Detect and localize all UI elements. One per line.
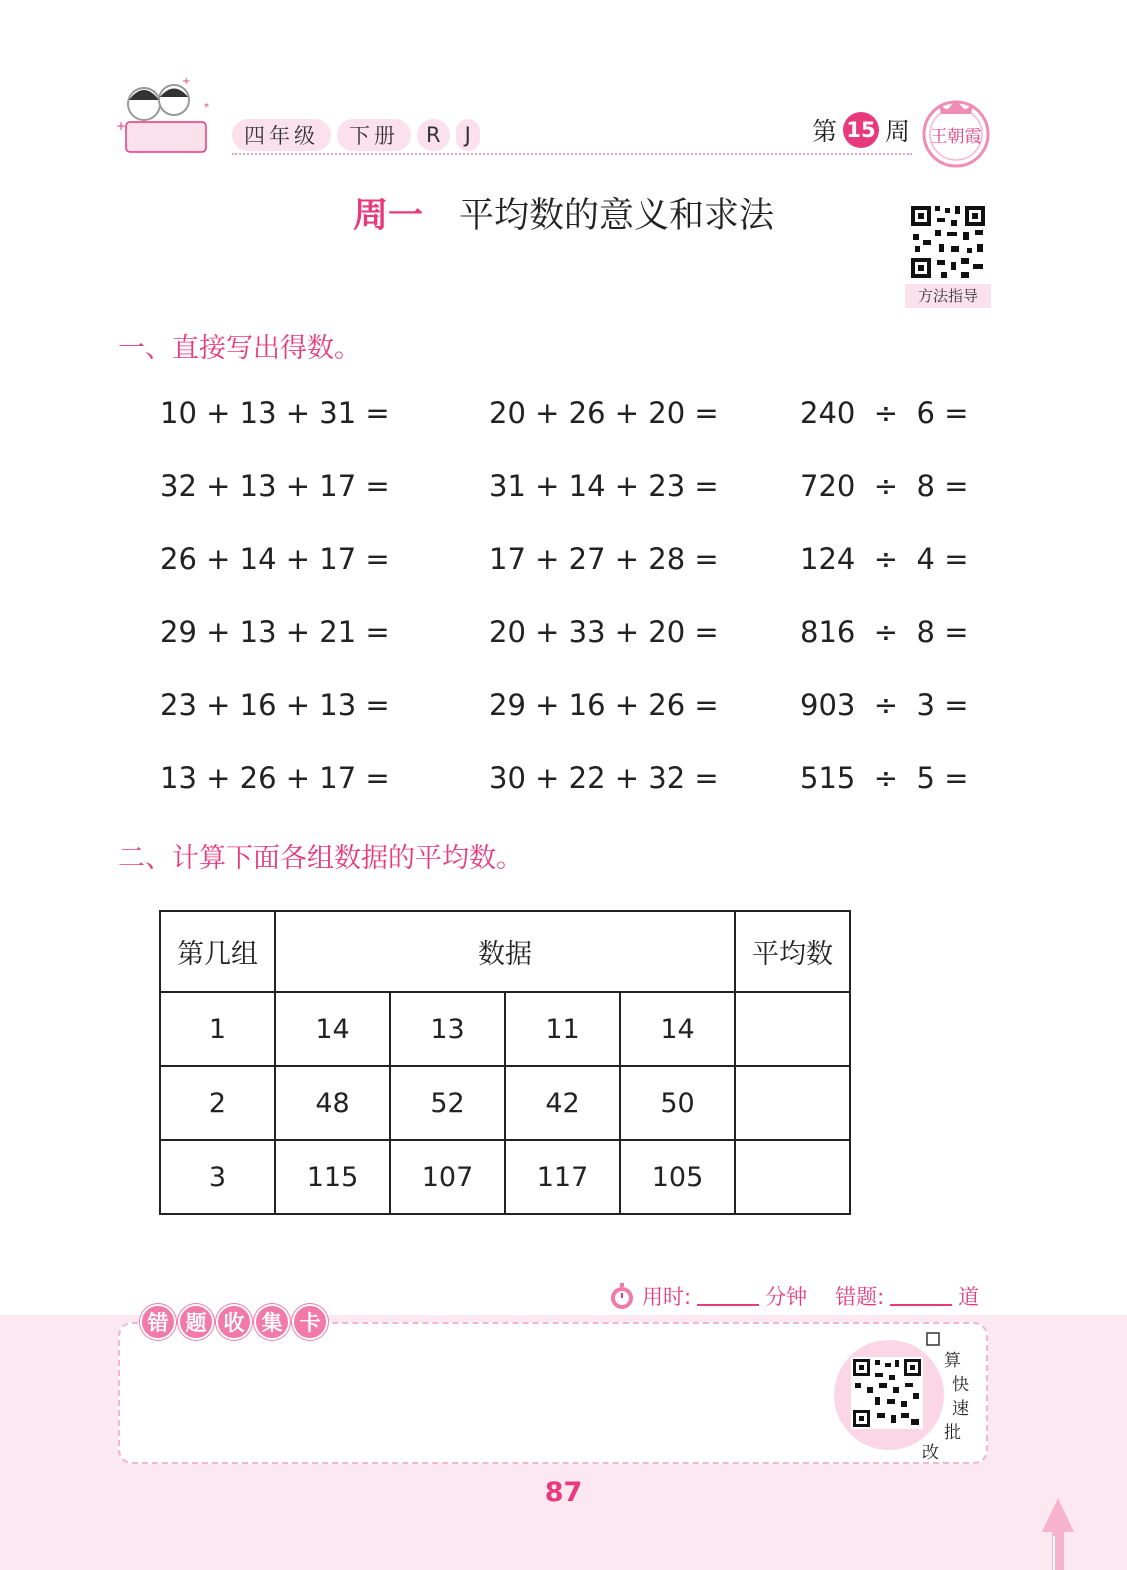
equation: 13 + 26 + 17 =: [160, 761, 390, 795]
section2-title: 二、计算下面各组数据的平均数。: [118, 843, 523, 874]
data-cell: 115: [275, 1140, 390, 1214]
table-row: [160, 992, 850, 1066]
equation: 903 ÷ 3 =: [800, 688, 969, 722]
table-header-row: [160, 911, 850, 992]
data-cell: 14: [275, 992, 390, 1066]
week-prefix: 第: [812, 117, 838, 146]
data-cell: 14: [620, 992, 735, 1066]
edition-letter-j: J: [456, 119, 480, 151]
method-guide-qr[interactable]: [905, 200, 991, 308]
card-title-char: 集: [254, 1304, 290, 1340]
equation: 20 + 26 + 20 =: [489, 396, 719, 430]
qr-code-icon: [905, 200, 991, 284]
checkbox-icon: [926, 1332, 940, 1346]
week-indicator: [812, 112, 910, 148]
equation: 29 + 16 + 26 =: [489, 688, 719, 722]
equation: 17 + 27 + 28 =: [489, 542, 719, 576]
quick-grading-label: [922, 1332, 972, 1462]
svg-text:+: +: [116, 119, 127, 133]
grading-char: 快: [952, 1375, 969, 1395]
table-row: [160, 1066, 850, 1140]
author-seal-icon: [917, 92, 995, 170]
group-number: 3: [160, 1140, 275, 1214]
group-number: 1: [160, 992, 275, 1066]
qr-label: 方法指导: [905, 284, 991, 308]
data-cell: 117: [505, 1140, 620, 1214]
equation: 30 + 22 + 32 =: [489, 761, 719, 795]
card-title-char: 错: [140, 1304, 176, 1340]
data-cell: 42: [505, 1066, 620, 1140]
average-answer-cell[interactable]: [735, 1066, 850, 1140]
errors-blank[interactable]: [890, 1286, 952, 1306]
card-title-char: 收: [216, 1304, 252, 1340]
header-data: 数据: [275, 911, 735, 992]
svg-text:*: *: [204, 102, 209, 113]
day-label: 周一: [352, 196, 423, 236]
equation: 720 ÷ 8 =: [800, 469, 969, 503]
header-group: 第几组: [160, 911, 275, 992]
equation: 32 + 13 + 17 =: [160, 469, 390, 503]
errors-unit: 道: [958, 1285, 980, 1309]
edition-letter-r: R: [417, 119, 450, 151]
svg-text:+: +: [182, 76, 191, 87]
volume-text: 下册: [337, 119, 411, 151]
topic-title: 平均数的意义和求法: [459, 196, 775, 236]
header-average: 平均数: [735, 911, 850, 992]
equation: 31 + 14 + 23 =: [489, 469, 719, 503]
card-title-char: 题: [178, 1304, 214, 1340]
average-table: [159, 910, 851, 1215]
table-row: [160, 1140, 850, 1214]
grading-char: 速: [952, 1399, 969, 1419]
data-cell: 52: [390, 1066, 505, 1140]
equation: 515 ÷ 5 =: [800, 761, 969, 795]
equation: 20 + 33 + 20 =: [489, 615, 719, 649]
average-answer-cell[interactable]: [735, 1140, 850, 1214]
equation: 816 ÷ 8 =: [800, 615, 969, 649]
stopwatch-icon: [608, 1282, 636, 1310]
data-cell: 107: [390, 1140, 505, 1214]
header-divider: [232, 153, 912, 155]
cartoon-kids-illustration: [112, 70, 220, 158]
grade-label: [232, 118, 480, 152]
data-cell: 105: [620, 1140, 735, 1214]
card-title: [140, 1304, 328, 1340]
equation: 124 ÷ 4 =: [800, 542, 969, 576]
data-cell: 13: [390, 992, 505, 1066]
grading-char: 改: [922, 1443, 939, 1463]
grading-char: 算: [944, 1351, 961, 1371]
grading-qr[interactable]: [851, 1357, 923, 1429]
data-cell: 48: [275, 1066, 390, 1140]
page-number: 87: [544, 1477, 583, 1508]
week-number-badge: 15: [843, 112, 879, 148]
equation: 29 + 13 + 21 =: [160, 615, 390, 649]
seal-text: 王朝霞: [930, 127, 982, 147]
card-title-char: 卡: [292, 1304, 328, 1340]
time-unit: 分钟: [765, 1285, 808, 1309]
equation: 10 + 13 + 31 =: [160, 396, 390, 430]
data-cell: 50: [620, 1066, 735, 1140]
average-answer-cell[interactable]: [735, 992, 850, 1066]
time-blank[interactable]: [697, 1286, 759, 1306]
week-suffix: 周: [885, 117, 911, 146]
group-number: 2: [160, 1066, 275, 1140]
grade-text: 四年级: [232, 119, 331, 151]
equation: 23 + 16 + 13 =: [160, 688, 390, 722]
time-record: [608, 1281, 979, 1311]
errors-label: 错题:: [835, 1285, 885, 1309]
section1-title: 一、直接写出得数。: [118, 333, 361, 364]
data-cell: 11: [505, 992, 620, 1066]
equation: 240 ÷ 6 =: [800, 396, 969, 430]
grading-char: 批: [944, 1423, 961, 1443]
qr-code-icon: [851, 1357, 923, 1429]
equation: 26 + 14 + 17 =: [160, 542, 390, 576]
arrow-up-icon: [1040, 1496, 1076, 1570]
time-label: 用时:: [642, 1285, 692, 1309]
